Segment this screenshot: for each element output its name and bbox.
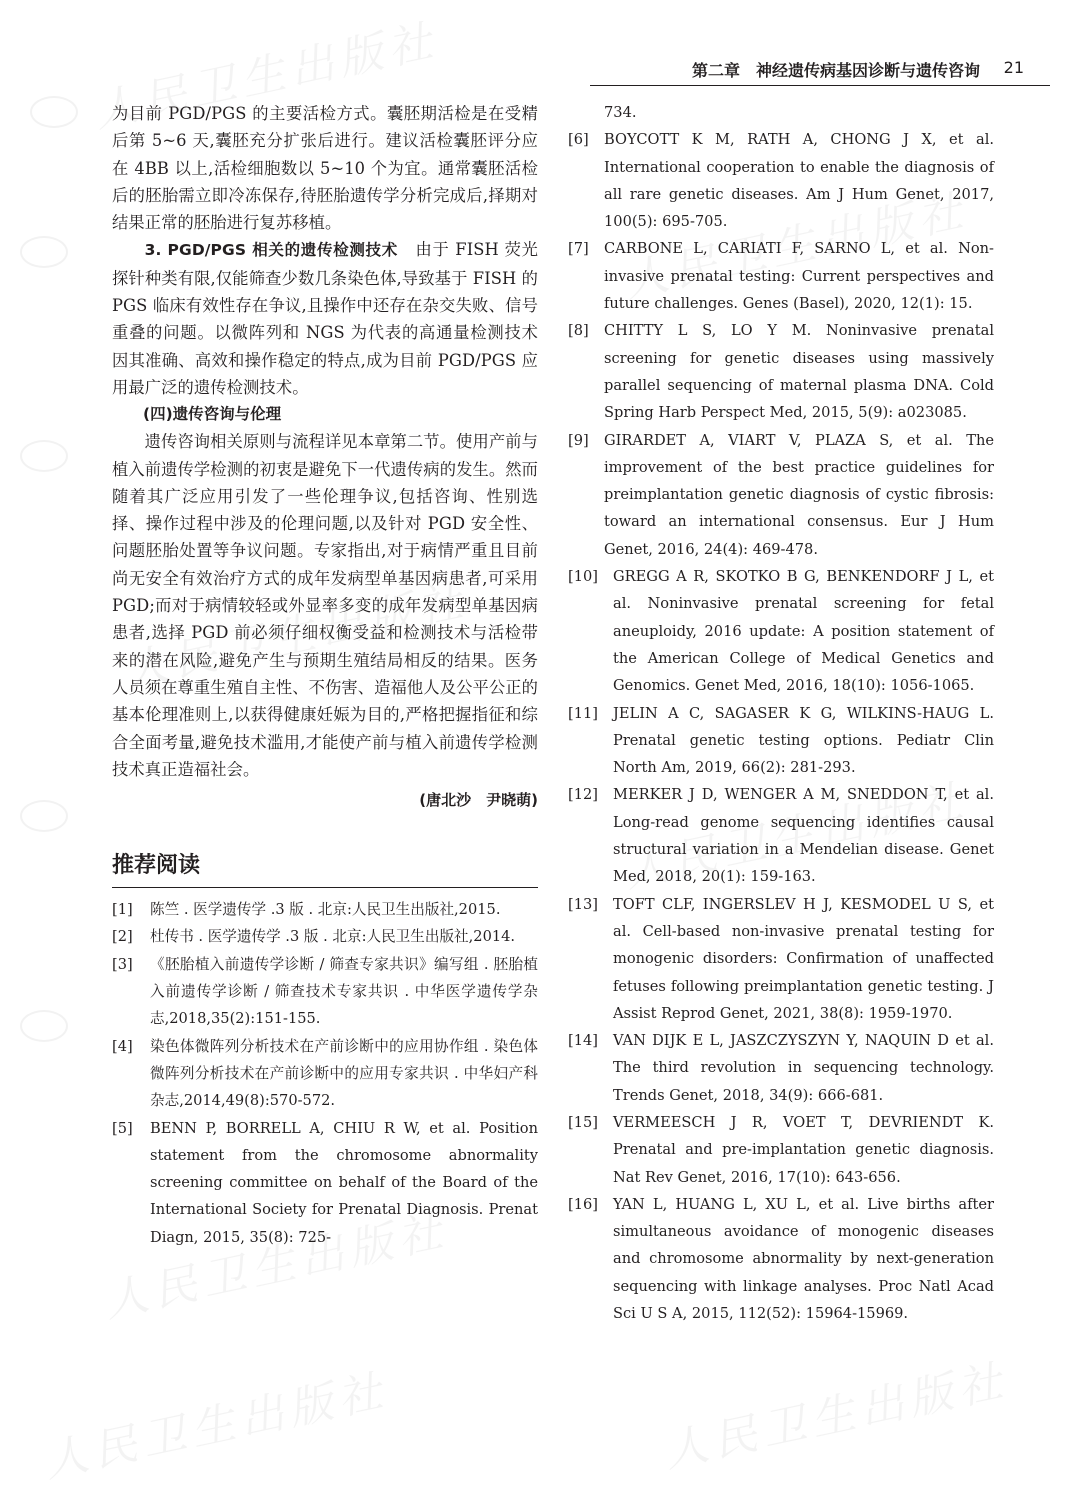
reference-text: 《胚胎植入前遗传学诊断 / 筛查专家共识》编写组 . 胚胎植入前遗传学诊断 / 筛查技术专家共识 . 中华医学遗传学杂志,2018,35(2):151-155.	[150, 955, 538, 1028]
reference-text: GIRARDET A, VIART V, PLAZA S, et al. The improvement of the best practice guidelines for preimplantation genetic diagnosis of cystic fibrosis: toward an international consensus. Eur J Hum Genet, 2016, 24(4): 469-478.	[604, 431, 994, 558]
left-column	[112, 100, 538, 1251]
reference-number: [7]	[568, 240, 589, 258]
reference-number: [16]	[568, 1195, 598, 1213]
reference-text: CHITTY L S, LO Y M. Noninvasive prenatal screening for genetic diseases using massively parallel sequencing of maternal plasma DNA. Cold Spring Harb Perspect Med, 2015, 5(9): a023085.	[604, 322, 994, 422]
reference-item	[112, 923, 538, 950]
reference-text: 染色体微阵列分析技术在产前诊断中的应用协作组 . 染色体微阵列分析技术在产前诊断中的应用专家共识 . 中华妇产科杂志,2014,49(8):570-572.	[150, 1037, 538, 1110]
recommended-reading-title: 推荐阅读	[112, 848, 538, 888]
chapter-title: 第二章 神经遗传病基因诊断与遗传咨询	[691, 61, 980, 80]
watermark-text	[37, 1354, 393, 1489]
reference-item	[568, 891, 994, 1027]
reference-number: [5]	[112, 1119, 133, 1137]
reference-continuation: 734.	[604, 104, 637, 121]
reference-number: [6]	[568, 131, 589, 149]
run-in-heading: 3. PGD/PGS 相关的遗传检测技术	[144, 241, 398, 260]
header-rule	[590, 85, 1050, 86]
reference-number: [8]	[568, 322, 589, 340]
reference-number: [15]	[568, 1113, 598, 1131]
watermark-logo	[20, 236, 68, 268]
body-paragraph	[112, 236, 538, 401]
reference-item	[568, 700, 994, 782]
reference-list	[112, 896, 538, 1251]
body-paragraph: 为目前 PGD/PGS 的主要活检方式。囊胚期活检是在受精后第 5~6 天,囊胚充分扩张后进行。建议活检囊胚评分应在 4BB 以上,活检细胞数以 5~10 个为宜。通常囊胚活检后的胚胎需立即冷冻保存,待胚胎遗传学分析完成后,择期对结果正常的胚胎进行复苏移植。	[112, 104, 538, 233]
reference-item	[568, 563, 994, 699]
right-column	[568, 100, 994, 1327]
reference-number: [14]	[568, 1032, 598, 1050]
reference-number: [2]	[112, 928, 133, 946]
authors: (唐北沙 尹晓萌)	[419, 791, 538, 810]
body-paragraph: 遗传咨询相关原则与流程详见本章第二节。使用产前与植入前遗传学检测的初衷是避免下一代遗传病的发生。然而随着其广泛应用引发了一些伦理争议,包括咨询、性别选择、操作过程中涉及的伦理问题,以及针对 PGD 安全性、问题胚胎处置等争议问题。专家指出,对于病情严重且目前尚无安全有效治疗方式的成年发病型单基因病患者,可采用 PGD;而对于病情较轻或外显率多变的成年发病型单基因病患者,选择 PGD 前必须仔细权衡受益和检测技术与活检带来的潜在风险,避免产生与预期生殖结局相反的结果。医务人员须在尊重生殖自主性、不伤害、造福他人及公平公正的基本伦理准则上,以获得健康妊娠为目的,严格把握指征和综合全面考量,避免技术滥用,才能使产前与植入前遗传学检测技术真正造福社会。	[112, 432, 538, 779]
watermark-logo	[20, 1010, 68, 1042]
reference-number: [10]	[568, 568, 598, 586]
body-text: 由于 FISH 荧光探针种类有限,仅能筛查少数几条染色体,导致基于 FISH 的 PGS 临床有效性存在争议,且操作中还存在杂交失败、信号重叠的问题。以微阵列和 NGS 为代表的高通量检测技术因其准确、高效和操作稳定的特点,成为目前 PGD/PGS 应用最广泛的遗传检测技术。	[112, 240, 539, 397]
reference-item	[568, 1191, 994, 1327]
reference-text: YAN L, HUANG L, XU L, et al. Live births after simultaneous avoidance of monogenic diseases and chromosome abnormality by next-generation sequencing with linkage analyses. Proc Natl Acad Sci U S A, 2015, 112(52): 15964-15969.	[613, 1195, 994, 1323]
reference-text: BOYCOTT K M, RATH A, CHONG J X, et al. International cooperation to enable the diagnosis of all rare genetic diseases. Am J Hum Genet, 2017, 100(5): 695-705.	[604, 131, 994, 231]
reference-item	[568, 126, 994, 235]
reference-item	[568, 235, 994, 317]
reference-item	[112, 1033, 538, 1115]
watermark-logo	[20, 800, 68, 832]
reference-item	[568, 1109, 994, 1191]
watermark-text	[657, 1344, 1013, 1479]
reference-item	[568, 427, 994, 563]
reference-item	[112, 896, 538, 923]
page-number: 21	[1003, 58, 1024, 77]
reference-number: [13]	[568, 895, 598, 913]
reference-text: JELIN A C, SAGASER K G, WILKINS-HAUG L. Prenatal genetic testing options. Pediatr Clin North Am, 2019, 66(2): 281-293.	[613, 704, 994, 777]
reference-text: VAN DIJK E L, JASZCZYSZYN Y, NAQUIN D et al. The third revolution in sequencing technology. Trends Genet, 2018, 34(9): 666-681.	[613, 1032, 994, 1104]
reference-item	[112, 951, 538, 1033]
reference-number: [12]	[568, 786, 598, 804]
reference-item	[568, 781, 994, 890]
section-subheading: (四)遗传咨询与伦理	[143, 405, 282, 424]
watermark-logo	[30, 96, 78, 128]
reference-number: [11]	[568, 704, 598, 722]
reference-item	[568, 1027, 994, 1109]
reference-item	[112, 1115, 538, 1251]
reference-text: 陈竺 . 医学遗传学 .3 版 . 北京:人民卫生出版社,2015.	[150, 901, 501, 919]
reference-text: CARBONE L, CARIATI F, SARNO L, et al. Non-invasive prenatal testing: Current perspectives and future challenges. Genes (Basel), 2020, 12(1): 15.	[604, 240, 994, 313]
reference-number: [1]	[112, 901, 133, 919]
watermark-logo	[20, 440, 68, 472]
reference-text: TOFT CLF, INGERSLEV H J, KESMODEL U S, et al. Cell-based non-invasive prenatal testing for monogenic disorders: Confirmation of unaffected fetuses following preimplantation genetic testing. J Assist Reprod Genet, 2021, 38(8): 1959-1970.	[613, 895, 994, 1022]
reference-number: [3]	[112, 955, 133, 973]
reference-text: VERMEESCH J R, VOET T, DEVRIENDT K. Prenatal and pre-implantation genetic diagnosis. Nat Rev Genet, 2016, 17(10): 643-656.	[613, 1113, 994, 1186]
reference-text: MERKER J D, WENGER A M, SNEDDON T, et al. Long-read genome sequencing identifies causal structural variation in a Mendelian disease. Genet Med, 2018, 20(1): 159-163.	[613, 786, 994, 886]
reference-text: GREGG A R, SKOTKO B G, BENKENDORF J L, et al. Noninvasive prenatal screening for fetal aneuploidy, 2016 update: A position statement of the American College of Medical Genetics and Genomics. Genet Med, 2016, 18(10): 1056-1065.	[613, 568, 994, 695]
reference-item	[568, 317, 994, 426]
reference-text: 杜传书 . 医学遗传学 .3 版 . 北京:人民卫生出版社,2014.	[150, 928, 516, 946]
reference-number: [4]	[112, 1037, 133, 1055]
reference-text: BENN P, BORRELL A, CHIU R W, et al. Position statement from the chromosome abnormality screening committee on behalf of the Board of the International Society for Prenatal Diagnosis. Prenat Diagn, 2015, 35(8): 725-	[150, 1119, 538, 1246]
reference-number: [9]	[568, 431, 589, 449]
running-header	[590, 54, 1050, 86]
